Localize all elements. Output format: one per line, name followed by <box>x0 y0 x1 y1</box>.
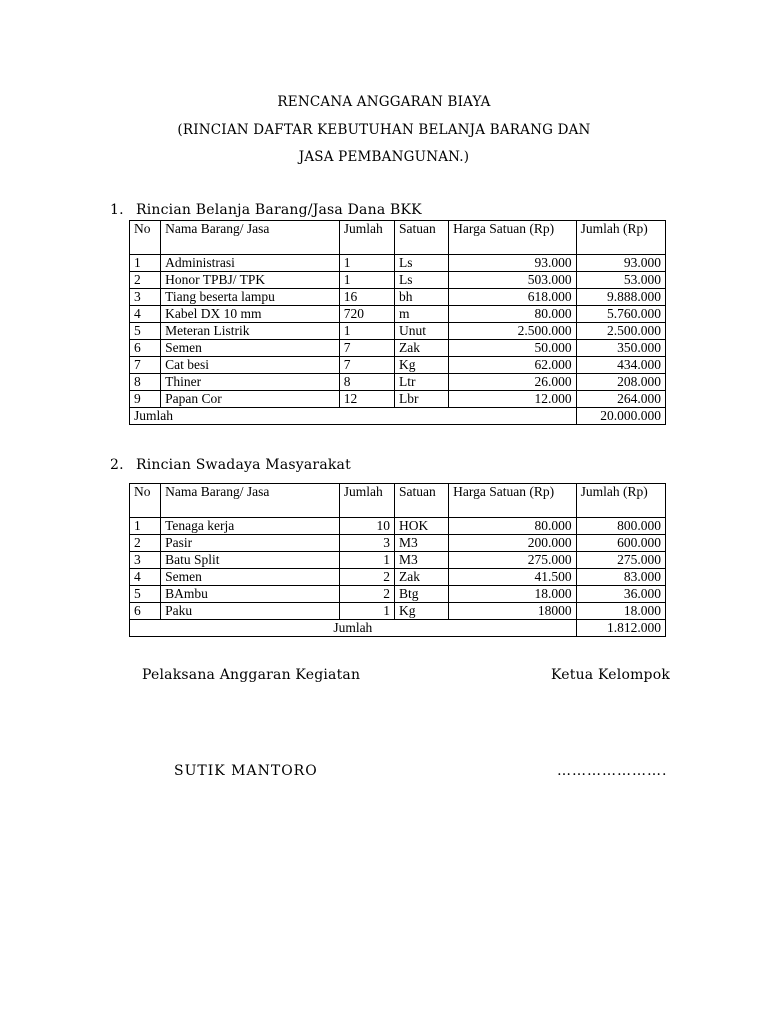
column-header-qty: Jumlah <box>339 484 394 518</box>
cell-amount: 36.000 <box>576 586 665 603</box>
cell-amount: 2.500.000 <box>576 323 665 340</box>
cell-unit: M3 <box>394 535 448 552</box>
cell-price: 18000 <box>449 603 576 620</box>
cell-item: Kabel DX 10 mm <box>161 306 340 323</box>
cell-qty: 7 <box>339 357 394 374</box>
cell-amount: 350.000 <box>576 340 665 357</box>
cell-unit: HOK <box>394 518 448 535</box>
cell-price: 18.000 <box>449 586 576 603</box>
cell-amount: 9.888.000 <box>576 289 665 306</box>
table-header-row <box>130 484 666 518</box>
cell-unit: Ls <box>394 272 448 289</box>
cell-no: 5 <box>130 586 161 603</box>
cell-item: Papan Cor <box>161 391 340 408</box>
table-row <box>130 323 666 340</box>
cell-no: 4 <box>130 306 161 323</box>
signature-left-role: Pelaksana Anggaran Kegiatan <box>142 667 361 683</box>
cell-unit: Ltr <box>394 374 448 391</box>
cell-unit: Unut <box>394 323 448 340</box>
cell-unit: Lbr <box>394 391 448 408</box>
column-header-price: Harga Satuan (Rp) <box>449 221 576 255</box>
total-label: Jumlah <box>130 620 577 637</box>
cell-unit: Zak <box>394 340 448 357</box>
cell-price: 41.500 <box>449 569 576 586</box>
table-row <box>130 586 666 603</box>
signature-right-role: Ketua Kelompok <box>551 667 671 683</box>
cell-amount: 18.000 <box>576 603 665 620</box>
cell-qty: 10 <box>339 518 394 535</box>
cell-qty: 1 <box>339 603 394 620</box>
section-1-heading <box>110 202 422 218</box>
cell-unit: Btg <box>394 586 448 603</box>
cell-no: 3 <box>130 552 161 569</box>
cell-no: 5 <box>130 323 161 340</box>
table-row <box>130 535 666 552</box>
cell-unit: Ls <box>394 255 448 272</box>
document-subtitle-line-2: JASA PEMBANGUNAN.) <box>298 149 470 165</box>
cell-amount: 208.000 <box>576 374 665 391</box>
cell-item: Paku <box>161 603 340 620</box>
cell-amount: 5.760.000 <box>576 306 665 323</box>
cell-no: 3 <box>130 289 161 306</box>
cell-qty: 2 <box>339 569 394 586</box>
cell-price: 93.000 <box>449 255 576 272</box>
table-row <box>130 255 666 272</box>
section-2-heading <box>110 457 351 473</box>
signature-right-name: …………………. <box>557 763 668 779</box>
column-header-amount: Jumlah (Rp) <box>576 484 665 518</box>
cell-qty: 7 <box>339 340 394 357</box>
column-header-unit: Satuan <box>394 221 448 255</box>
total-label: Jumlah <box>130 408 577 425</box>
column-header-qty: Jumlah <box>339 221 394 255</box>
cell-qty: 8 <box>339 374 394 391</box>
cell-item: Tenaga kerja <box>161 518 340 535</box>
cell-qty: 12 <box>339 391 394 408</box>
table-row <box>130 357 666 374</box>
cell-amount: 83.000 <box>576 569 665 586</box>
table-row <box>130 272 666 289</box>
cell-amount: 53.000 <box>576 272 665 289</box>
cell-unit: m <box>394 306 448 323</box>
cell-price: 62.000 <box>449 357 576 374</box>
cell-item: BAmbu <box>161 586 340 603</box>
cell-qty: 16 <box>339 289 394 306</box>
cell-qty: 1 <box>339 323 394 340</box>
table-header-row <box>130 221 666 255</box>
cell-amount: 275.000 <box>576 552 665 569</box>
section-2-number: 2. <box>110 457 124 473</box>
budget-table-swadaya <box>129 483 666 637</box>
section-1-title: Rincian Belanja Barang/Jasa Dana BKK <box>136 202 422 218</box>
cell-qty: 1 <box>339 272 394 289</box>
cell-item: Semen <box>161 340 340 357</box>
cell-no: 2 <box>130 535 161 552</box>
column-header-unit: Satuan <box>394 484 448 518</box>
cell-qty: 2 <box>339 586 394 603</box>
table-row <box>130 340 666 357</box>
cell-item: Meteran Listrik <box>161 323 340 340</box>
cell-price: 12.000 <box>449 391 576 408</box>
cell-price: 50.000 <box>449 340 576 357</box>
cell-no: 6 <box>130 340 161 357</box>
cell-no: 8 <box>130 374 161 391</box>
column-header-amount: Jumlah (Rp) <box>576 221 665 255</box>
table-row <box>130 569 666 586</box>
cell-no: 6 <box>130 603 161 620</box>
cell-qty: 1 <box>339 552 394 569</box>
cell-item: Tiang beserta lampu <box>161 289 340 306</box>
table-row <box>130 374 666 391</box>
cell-unit: Zak <box>394 569 448 586</box>
cell-qty: 720 <box>339 306 394 323</box>
cell-price: 26.000 <box>449 374 576 391</box>
cell-item: Thiner <box>161 374 340 391</box>
cell-item: Pasir <box>161 535 340 552</box>
section-1-number: 1. <box>110 202 124 218</box>
section-2-title: Rincian Swadaya Masyarakat <box>136 457 351 473</box>
cell-item: Honor TPBJ/ TPK <box>161 272 340 289</box>
cell-price: 80.000 <box>449 306 576 323</box>
cell-unit: M3 <box>394 552 448 569</box>
cell-price: 618.000 <box>449 289 576 306</box>
cell-no: 4 <box>130 569 161 586</box>
cell-item: Batu Split <box>161 552 340 569</box>
cell-price: 2.500.000 <box>449 323 576 340</box>
cell-item: Semen <box>161 569 340 586</box>
cell-no: 1 <box>130 255 161 272</box>
cell-price: 200.000 <box>449 535 576 552</box>
cell-qty: 3 <box>339 535 394 552</box>
column-header-item: Nama Barang/ Jasa <box>161 484 340 518</box>
column-header-no: No <box>130 221 161 255</box>
cell-qty: 1 <box>339 255 394 272</box>
signature-left-name: SUTIK MANTORO <box>174 763 318 779</box>
column-header-item: Nama Barang/ Jasa <box>161 221 340 255</box>
table-row <box>130 552 666 569</box>
cell-amount: 434.000 <box>576 357 665 374</box>
cell-no: 9 <box>130 391 161 408</box>
column-header-no: No <box>130 484 161 518</box>
cell-amount: 264.000 <box>576 391 665 408</box>
total-value: 1.812.000 <box>576 620 665 637</box>
budget-table-bkk <box>129 220 666 425</box>
total-value: 20.000.000 <box>576 408 665 425</box>
table-row <box>130 289 666 306</box>
table-row <box>130 391 666 408</box>
cell-price: 80.000 <box>449 518 576 535</box>
cell-no: 1 <box>130 518 161 535</box>
cell-amount: 800.000 <box>576 518 665 535</box>
cell-amount: 600.000 <box>576 535 665 552</box>
cell-price: 503.000 <box>449 272 576 289</box>
document-subtitle-line-1: (RINCIAN DAFTAR KEBUTUHAN BELANJA BARANG DAN <box>177 122 591 138</box>
cell-unit: Kg <box>394 603 448 620</box>
table-row <box>130 306 666 323</box>
cell-item: Administrasi <box>161 255 340 272</box>
table-row <box>130 518 666 535</box>
cell-unit: bh <box>394 289 448 306</box>
cell-no: 7 <box>130 357 161 374</box>
cell-amount: 93.000 <box>576 255 665 272</box>
table-total-row <box>130 408 666 425</box>
table-row <box>130 603 666 620</box>
cell-price: 275.000 <box>449 552 576 569</box>
column-header-price: Harga Satuan (Rp) <box>449 484 576 518</box>
cell-no: 2 <box>130 272 161 289</box>
table-total-row <box>130 620 666 637</box>
document-title: RENCANA ANGGARAN BIAYA <box>277 94 491 110</box>
cell-unit: Kg <box>394 357 448 374</box>
cell-item: Cat besi <box>161 357 340 374</box>
